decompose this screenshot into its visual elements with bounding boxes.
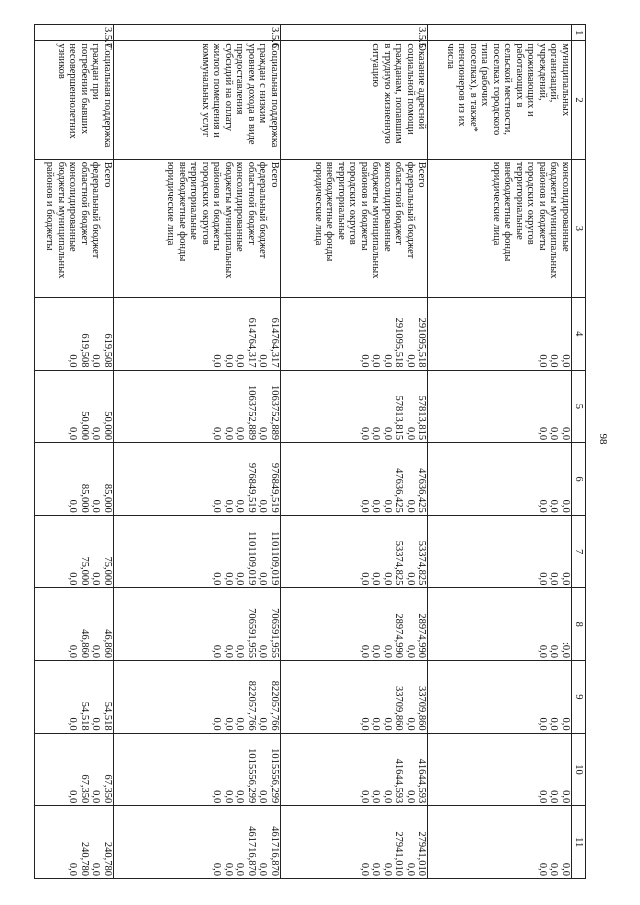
value-line: 0,0 [381,572,393,586]
value-line: 976849,519 [268,462,280,513]
value-cell-col-5 [428,370,572,443]
value-line: 53374,825 [393,540,405,586]
row-name-line: Оказание адресной [416,43,428,130]
value-line: 0,0 [537,354,548,368]
value-line: 50,000 [101,411,113,441]
value-line: 53374,825 [416,540,428,586]
value-line: 75,000 [78,556,90,586]
value-line: 822057,766 [245,680,257,731]
header-col-8: 8 [572,588,586,661]
value-line: 0,0 [211,499,223,513]
source-line: консолидированные [67,161,79,252]
value-line: 0,0 [222,644,234,659]
value-line: 822057,766 [268,680,280,731]
value-line: 0,0 [67,572,79,586]
value-line: 0,0 [358,572,370,586]
source-line: бюджеты муниципальных [548,161,560,279]
source-line: федеральный бюджет [257,161,269,259]
row-name-line: социальной помощи [404,43,416,135]
value-line: 0,0 [222,572,234,586]
value-line: 1101109,019 [268,531,280,586]
value-line: 0,0 [257,427,269,441]
value-line: 0,0 [560,499,571,513]
value-line: 291095,518 [416,317,428,368]
value-line: 0,0 [234,499,246,513]
value-line: 47636,425 [393,468,405,513]
table-row [428,25,572,879]
row-name-line: предоставления [234,43,246,115]
value-cell-col-10 [428,733,572,806]
source-line: Всего [416,161,428,188]
header-col-6: 6 [572,443,586,516]
row-name-line: числа [445,43,456,69]
value-line: 0,0 [358,354,370,368]
source-line: бюджеты муниципальных [222,161,234,279]
value-line: 0,0 [560,862,571,876]
value-line: 85,000 [101,483,113,513]
value-line: 0,0 [90,862,102,876]
row-name-line: несовершеннолетних [67,43,79,139]
value-line: 28974,990 [416,613,428,659]
row-code [428,25,572,41]
row-name-line: коммунальных услуг [199,43,211,138]
value-line: 33709,860 [393,686,405,731]
value-line: 0,0 [560,790,571,804]
value-cell-col-4 [280,297,428,370]
value-line: 0,0 [548,644,560,659]
value-cell-col-11 [35,806,114,879]
value-cell-col-6 [428,443,572,516]
value-line: 0,0 [90,427,102,441]
source-line: территориальные [188,161,200,240]
value-line: :0,0 [560,642,571,659]
value-line: 291095,518 [393,317,405,368]
source-line: консолидированные [560,161,571,252]
value-line: 0,0 [90,644,102,659]
value-line: 0,0 [67,354,79,368]
value-line: 0,0 [90,354,102,368]
row-name-line: поселках), в также* [468,43,479,132]
source-line: федеральный бюджет [404,161,416,259]
value-line: 0,0 [560,427,571,441]
value-line: 0,0 [90,790,102,804]
source-line: районов и бюджеты [358,161,370,251]
value-cell-col-5 [113,370,280,443]
value-line: 0,0 [381,427,393,441]
value-line: 0,0 [234,354,246,368]
value-line: 0,0 [211,427,223,441]
row-sources [35,159,114,297]
value-line: 0,0 [234,790,246,804]
source-line: консолидированные [234,161,246,252]
source-line: городских округов [525,161,537,245]
value-line: 0,0 [370,717,382,731]
row-code: 3.5.5 [280,25,428,41]
value-line: 33709,860 [416,686,428,731]
value-line: 0,0 [211,790,223,804]
value-line: 0,0 [548,354,560,368]
page-number: 98 [597,433,609,445]
value-line: 54,518 [101,701,113,731]
value-line: 0,0 [211,717,223,731]
value-line: 0,0 [234,572,246,586]
value-line: 0,0 [67,862,79,876]
value-line: 240,780 [101,841,113,876]
value-line: 0,0 [358,790,370,804]
row-name-line: ситуацию [370,43,382,87]
source-line: юридические лица [312,161,324,246]
value-line: 0,0 [222,499,234,513]
value-line: 67,350 [101,774,113,804]
value-line: 0,0 [257,354,269,368]
value-line: 0,0 [404,862,416,876]
row-name [280,41,428,159]
source-line: внебюджетные фонды [324,161,336,262]
value-cell-col-9 [113,661,280,734]
value-cell-col-8 [35,588,114,661]
value-line: 976849,519 [245,462,257,513]
value-line: 27941,010 [393,831,405,876]
value-line: 0,0 [548,717,560,731]
value-line: 0,0 [537,717,548,731]
table-body [35,25,572,879]
value-line: 706591,955 [268,608,280,659]
value-line: 0,0 [370,354,382,368]
value-line: 57813,815 [393,395,405,441]
value-line: 28974,990 [393,613,405,659]
source-line: юридические лица [491,161,502,246]
value-line: 0,0 [548,790,560,804]
value-line: 1063752,889 [268,385,280,441]
value-line: 0,0 [404,790,416,804]
value-line: 54,518 [78,701,90,731]
value-line: 0,0 [381,354,393,368]
value-line: 0,0 [211,862,223,876]
value-line: 0,0 [358,499,370,513]
source-line: областной бюджет [393,161,405,245]
source-line: бюджеты муниципальных [55,161,67,279]
value-line: 0,0 [234,717,246,731]
value-line: 0,0 [222,790,234,804]
row-name-line: работающих в [514,43,525,108]
value-line: 75,000 [101,556,113,586]
value-line: 0,0 [560,572,571,586]
value-line: 619,508 [101,333,113,368]
value-line: 0,0 [222,717,234,731]
table-row [113,25,280,879]
header-col-5: 5 [572,370,586,443]
value-cell-col-6 [35,443,114,516]
value-cell-col-8 [428,588,572,661]
source-line: внебюджетные фонды [176,161,188,262]
value-line: 461716,870 [245,826,257,876]
value-line: 0,0 [370,644,382,659]
value-cell-col-6 [280,443,428,516]
value-line: 461716,870 [268,826,280,876]
value-line: 1063752,889 [245,385,257,441]
row-name [35,41,114,159]
value-line: 0,0 [381,499,393,513]
value-cell-col-7 [428,515,572,588]
value-line: 85,000 [78,483,90,513]
budget-table [34,24,586,879]
value-line: 0,0 [404,427,416,441]
value-line: 67,350 [78,774,90,804]
source-line: территориальные [335,161,347,240]
source-line: районов и бюджеты [44,161,56,251]
row-name-line: поселках городского [491,43,502,136]
header-col-11: 11 [572,806,586,879]
value-line: 1015556,299 [245,748,257,804]
row-name-line: гражданам, попавшим [393,43,405,144]
value-line: 614764,317 [245,317,257,368]
header-row [572,25,586,879]
row-name-line: погребении бывших [78,43,90,135]
value-line: 0,0 [381,862,393,876]
value-cell-col-5 [280,370,428,443]
value-line: 0,0 [537,790,548,804]
header-col-9: 9 [572,661,586,734]
value-line: 0,0 [67,427,79,441]
value-cell-col-4 [35,297,114,370]
value-line: 41644,593 [393,758,405,804]
value-line: 0,0 [560,354,571,368]
row-name-line: граждан с низким [257,43,269,124]
value-line: 240,780 [78,841,90,876]
header-col-10: 10 [572,733,586,806]
value-line: 0,0 [548,427,560,441]
value-cell-col-10 [113,733,280,806]
row-code: 3.5.6 [113,25,280,41]
value-line: 0,0 [404,717,416,731]
value-line: 0,0 [548,572,560,586]
value-cell-col-6 [113,443,280,516]
value-cell-col-7 [35,515,114,588]
value-line: 0,0 [537,862,548,876]
value-line: 0,0 [358,427,370,441]
value-line: 0,0 [370,572,382,586]
source-line: городских округов [347,161,359,245]
value-line: 0,0 [257,499,269,513]
source-line: федеральный бюджет [90,161,102,259]
row-sources [280,159,428,297]
value-line: 0,0 [67,644,79,659]
value-cell-col-7 [280,515,428,588]
header-col-4: 4 [572,297,586,370]
value-cell-col-10 [35,733,114,806]
row-name-line: Социальная поддержка [268,43,280,148]
value-line: 0,0 [90,572,102,586]
value-line: 0,0 [211,354,223,368]
row-name-line: узников [55,43,67,79]
value-line: 0,0 [90,717,102,731]
row-name-line: пенсионеров из их [456,43,468,127]
value-line: 0,0 [370,862,382,876]
value-line: 0,0 [257,717,269,731]
value-cell-col-5 [35,370,114,443]
value-line: 1015556,299 [268,748,280,804]
value-line: 0,0 [67,717,79,731]
value-line: 0,0 [560,717,571,731]
value-line: 0,0 [404,499,416,513]
source-line: территориальные [514,161,525,240]
row-name-line: в трудную жизненную [381,43,393,144]
value-line: 41644,593 [416,758,428,804]
table-row [35,25,114,879]
value-cell-col-11 [428,806,572,879]
value-line: 0,0 [257,572,269,586]
source-line: районов и бюджеты [537,161,548,251]
row-name-line: граждан при [90,43,102,100]
value-line: 0,0 [234,427,246,441]
row-name-line: проживающих и [525,43,537,117]
value-line: 0,0 [257,790,269,804]
value-line: 0,0 [548,862,560,876]
value-line: 706591,955 [245,608,257,659]
value-line: 27941,010 [416,831,428,876]
source-line: Всего [101,161,113,188]
value-line: 0,0 [370,427,382,441]
value-line: 614764,317 [268,317,280,368]
row-name-line: Социальная поддержка [101,43,113,148]
value-cell-col-9 [35,661,114,734]
source-line: областной бюджет [78,161,90,245]
value-cell-col-4 [113,297,280,370]
source-line: юридические лица [165,161,177,246]
value-line: 0,0 [211,644,223,659]
value-line: 0,0 [537,572,548,586]
row-name-line: уровнем дохода в виде [245,43,257,145]
value-line: 0,0 [381,790,393,804]
value-cell-col-8 [113,588,280,661]
row-name-line: муниципальных [560,43,571,117]
value-line: 0,0 [257,644,269,659]
value-cell-col-9 [280,661,428,734]
value-line: 0,0 [222,354,234,368]
value-cell-col-11 [113,806,280,879]
value-line: 0,0 [404,572,416,586]
row-name-line: типа (рабочих [479,43,491,107]
header-col-2: 2 [572,41,586,159]
value-line: 0,0 [381,644,393,659]
row-code: 3.5.7 [35,25,114,41]
value-line: 0,0 [90,499,102,513]
value-line: 0,0 [358,644,370,659]
value-line: 0,0 [67,790,79,804]
source-line: областной бюджет [245,161,257,245]
value-line: 0,0 [404,354,416,368]
value-line: 1101109,019 [245,531,257,586]
value-line: 0,0 [537,644,548,659]
row-sources [428,159,572,297]
row-name-line: организаций, [548,43,560,103]
value-line: 46,860 [78,629,90,659]
value-cell-col-7 [113,515,280,588]
value-line: 0,0 [404,644,416,659]
value-line: 0,0 [358,862,370,876]
value-cell-col-8 [280,588,428,661]
source-line: Всего [268,161,280,188]
value-cell-col-4 [428,297,572,370]
source-line: городских округов [199,161,211,245]
value-line: 57813,815 [416,395,428,441]
value-line: 0,0 [234,644,246,659]
row-name-line: учреждений, [537,43,548,101]
value-line: 0,0 [222,862,234,876]
value-cell-col-9 [428,661,572,734]
value-line: 0,0 [537,427,548,441]
row-name [428,41,572,159]
source-line: внебюджетные фонды [502,161,514,262]
row-name [113,41,280,159]
header-col-1: 1 [572,25,586,41]
header-col-7: 7 [572,515,586,588]
source-line: районов и бюджеты [211,161,223,251]
value-line: 47636,425 [416,468,428,513]
value-line: 46,860 [101,629,113,659]
value-line: 0,0 [222,427,234,441]
value-cell-col-10 [280,733,428,806]
value-cell-col-11 [280,806,428,879]
rotated-table-container [34,24,586,879]
value-line: 0,0 [234,862,246,876]
table-row [280,25,428,879]
value-line: 0,0 [67,499,79,513]
source-line: консолидированные [381,161,393,252]
row-name-line: субсидий на оплату [222,43,234,131]
header-col-3: 3 [572,159,586,297]
value-line: 619,508 [78,333,90,368]
value-line: 50,000 [78,411,90,441]
value-line: 0,0 [370,790,382,804]
value-line: 0,0 [257,862,269,876]
value-line: 0,0 [537,499,548,513]
value-line: 0,0 [548,499,560,513]
value-line: 0,0 [211,572,223,586]
row-name-line: жилого помещения и [211,43,223,138]
value-line: 0,0 [381,717,393,731]
value-line: 0,0 [370,499,382,513]
row-sources [113,159,280,297]
row-name-line: сельской местности, [502,43,514,136]
source-line: бюджеты муниципальных [370,161,382,279]
value-line: 0,0 [358,717,370,731]
